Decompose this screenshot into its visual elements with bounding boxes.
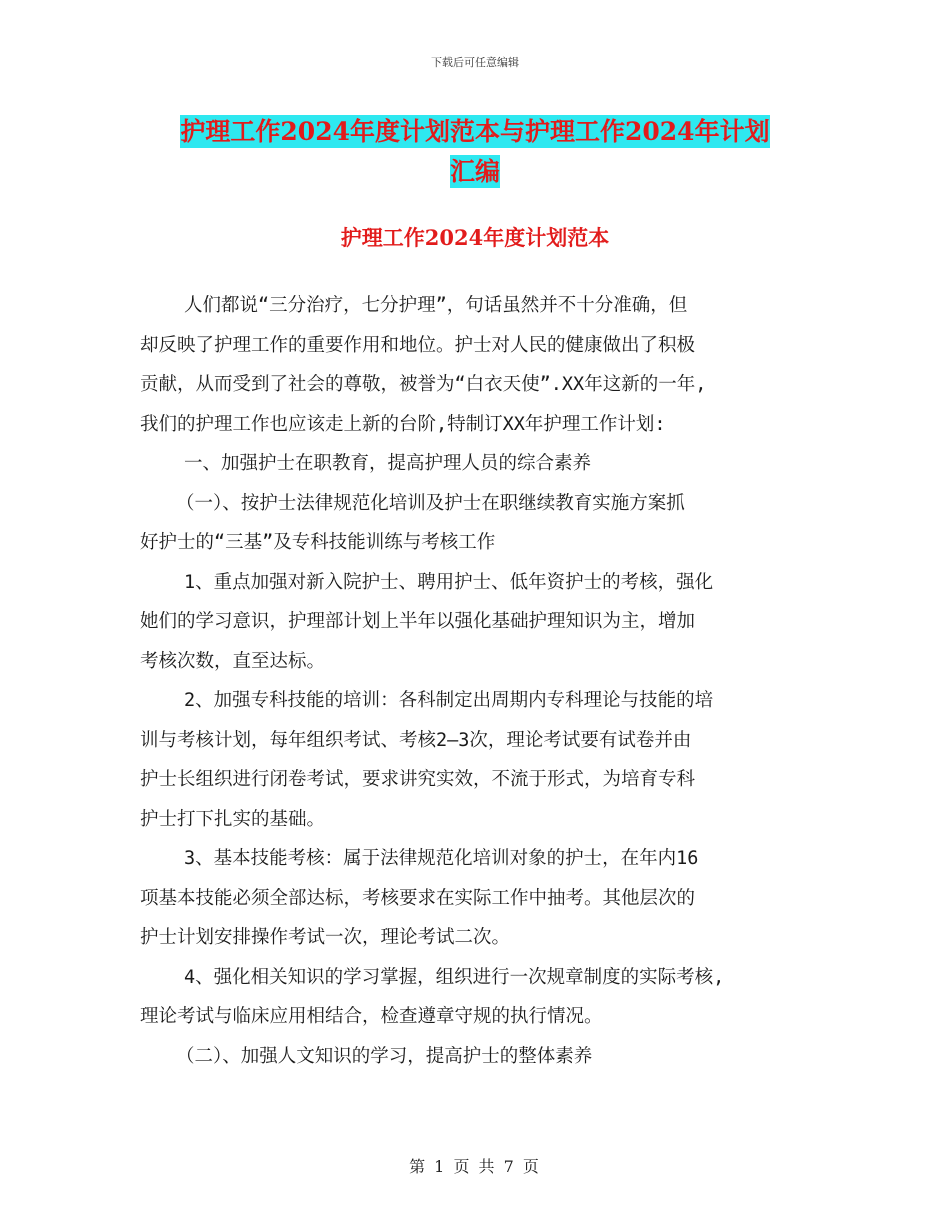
paragraph-line: 项基本技能必须全部达标，考核要求在实际工作中抽考。其他层次的 bbox=[140, 887, 696, 909]
title-line-1: 护理工作2024年度计划范本与护理工作2024年计划 bbox=[180, 117, 770, 146]
title-line-2: 汇编 bbox=[449, 157, 500, 186]
heading-line: 一、加强护士在职教育，提高护理人员的综合素养 bbox=[184, 453, 592, 474]
body-text bbox=[140, 286, 815, 1076]
subheading-line: （二）、加强人文知识的学习，提高护士的整体素养 bbox=[176, 1045, 593, 1067]
section-title: 护理工作2024年度计划范本 bbox=[340, 225, 610, 250]
paragraph-line: 护士长组织进行闭卷考试，要求讲究实效，不流于形式，为培育专科 bbox=[140, 769, 696, 790]
paragraph-line: 她们的学习意识，护理部计划上半年以强化基础护理知识为主，增加 bbox=[140, 611, 696, 632]
paragraph-line: 却反映了护理工作的重要作用和地位。护士对人民的健康做出了积极 bbox=[140, 334, 696, 356]
paragraph-line: 4、强化相关知识的学习掌握，组织进行一次规章制度的实际考核, bbox=[184, 966, 725, 988]
document-title bbox=[0, 112, 950, 192]
paragraph-line: 训与考核计划，每年组织考试、考核2—3次，理论考试要有试卷并由 bbox=[140, 729, 692, 751]
subheading-line: （一）、按护士法律规范化培训及护士在职继续教育实施方案抓 bbox=[176, 492, 685, 514]
paragraph-line: 1、重点加强对新入院护士、聘用护士、低年资护士的考核，强化 bbox=[184, 571, 714, 593]
paragraph-line: 3、基本技能考核：属于法律规范化培训对象的护士，在年内16 bbox=[184, 848, 699, 869]
paragraph-line: 人们都说“三分治疗，七分护理”，句话虽然并不十分准确，但 bbox=[184, 295, 688, 316]
paragraph-line: 理论考试与临床应用相结合，检查遵章守规的执行情况。 bbox=[140, 1006, 603, 1027]
paragraph-line: 护士计划安排操作考试一次，理论考试二次。 bbox=[140, 927, 511, 948]
paragraph-line: 贡献，从而受到了社会的尊敬，被誉为“白衣天使”.XX年这新的一年, bbox=[140, 374, 707, 395]
page-footer: 第 1 页 共 7 页 bbox=[409, 1157, 541, 1176]
paragraph-line: 2、加强专科技能的培训：各科制定出周期内专科理论与技能的培 bbox=[184, 690, 714, 711]
subheading-line: 好护士的“三基”及专科技能训练与考核工作 bbox=[140, 532, 496, 553]
paragraph-line: 护士打下扎实的基础。 bbox=[140, 808, 326, 830]
header-note: 下载后可任意编辑 bbox=[431, 56, 519, 69]
paragraph-line: 考核次数，直至达标。 bbox=[140, 650, 326, 672]
paragraph-line: 我们的护理工作也应该走上新的台阶,特制订XX年护理工作计划: bbox=[140, 413, 666, 435]
